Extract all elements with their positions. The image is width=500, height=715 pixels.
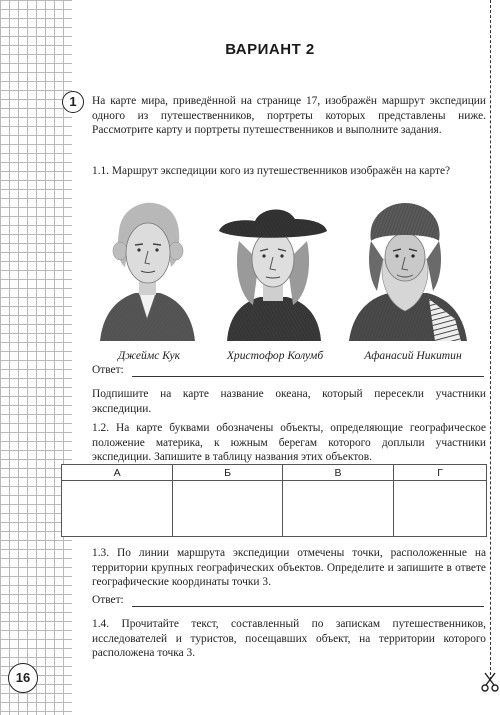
page-number: 16 (8, 663, 38, 693)
table-cell-g[interactable] (394, 481, 487, 537)
task-number-badge: 1 (62, 91, 84, 113)
table-cell-v[interactable] (282, 481, 393, 537)
question-1-4: 1.4. Прочитайте текст, составленный по запискам путешественников, исследователей и туристов, посещавших объект, на территории которого расположена точка 3. (92, 618, 486, 660)
ocean-instruction: Подпишите на карте название океана, который пересекли участники экспедиции. (92, 388, 486, 415)
table-header-v: В (282, 465, 393, 481)
answer-line-1-3 (92, 594, 484, 609)
table-cell-a[interactable] (62, 481, 173, 537)
table-header-a: А (62, 465, 173, 481)
caption-christopher-columbus: Христофор Колумб (226, 349, 324, 362)
grid-margin (0, 0, 72, 715)
cut-line (490, 0, 491, 680)
answer-line-1-1 (92, 364, 484, 379)
question-1-2: 1.2. На карте буквами обозначены объекты, определяющие географическое положение материка, к южным берегам которого доплыли участники экспедиции. Запишите в таблицу названия этих объектов. (92, 422, 486, 464)
table-header-b: Б (173, 465, 283, 481)
caption-james-cook: Джеймс Кук (117, 349, 181, 362)
scissors-icon (481, 672, 499, 692)
answer-label: Ответ: (92, 594, 124, 606)
objects-table (61, 464, 487, 537)
table-cell-b[interactable] (173, 481, 283, 537)
page-title: ВАРИАНТ 2 (225, 41, 315, 58)
task-intro: На карте мира, приведённой на странице 17, изображён маршрут экспедиции одного из путешественников, портреты которых представлены ниже. Рассмотрите карту и портреты путешественников и выполните задания. (92, 95, 486, 137)
answer-label: Ответ: (92, 364, 124, 376)
portrait-christopher-columbus (215, 201, 330, 341)
question-1-1: 1.1. Маршрут экспедиции кого из путешественников изображён на карте? (92, 165, 451, 177)
question-1-3: 1.3. По линии маршрута экспедиции отмечены точки, расположенные на территории крупных географических объектов. Определите и запишите в ответе географические координаты точки 3. (92, 547, 486, 589)
answer-field-1-3[interactable] (132, 606, 484, 607)
portrait-afanasy-nikitin (343, 199, 473, 341)
table-header-g: Г (394, 465, 487, 481)
answer-field-1-1[interactable] (132, 376, 484, 377)
portrait-james-cook (95, 201, 200, 341)
caption-afanasy-nikitin: Афанасий Никитин (364, 349, 462, 362)
